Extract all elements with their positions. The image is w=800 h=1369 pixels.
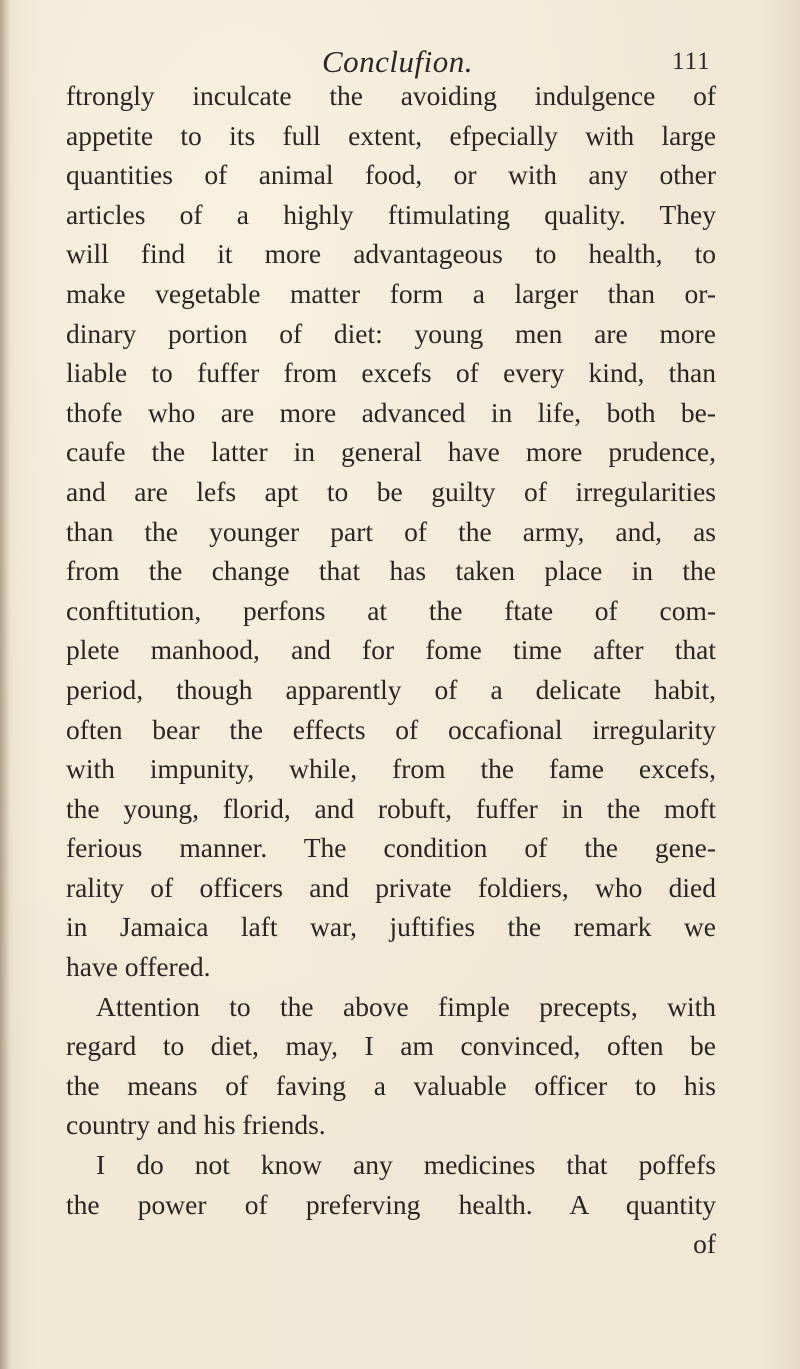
text-line: conftitution, perfons at the ftate of com- xyxy=(66,594,716,626)
text-line: articles of a highly ftimulating quality. They xyxy=(66,198,716,230)
text-line: will find it more advantageous to health, to xyxy=(66,238,716,270)
text-line: plete manhood, and for fome time after that xyxy=(66,634,716,666)
text-line: period, though apparently of a delicate habit, xyxy=(66,673,716,705)
paragraph-start-line: Attention to the above fimple precepts, with xyxy=(96,990,716,1022)
catchword: of xyxy=(693,1228,716,1260)
paragraph-start-line: I do not know any medicines that poffefs xyxy=(96,1149,716,1181)
text-line: caufe the latter in general have more prudence, xyxy=(66,436,716,468)
text-line: thofe who are more advanced in life, both be- xyxy=(66,396,716,428)
text-line: with impunity, while, from the fame excefs, xyxy=(66,753,716,785)
page-header xyxy=(0,36,800,80)
text-line: dinary portion of diet: young men are more xyxy=(66,317,716,349)
paragraph-end-line: have offered. xyxy=(66,951,211,983)
text-line: ferious manner. The condition of the gene- xyxy=(66,832,716,864)
text-line: often bear the effects of occafional irregularity xyxy=(66,713,716,745)
text-line: the young, florid, and robuft, fuffer in the moft xyxy=(66,792,716,824)
spine-shadow xyxy=(0,0,10,1369)
text-line: and are lefs apt to be guilty of irregularities xyxy=(66,475,716,507)
text-line: make vegetable matter form a larger than or- xyxy=(66,277,716,309)
text-line: rality of officers and private foldiers, who died xyxy=(66,871,716,903)
text-line: appetite to its full extent, efpecially with large xyxy=(66,119,716,151)
body-text xyxy=(66,76,716,1264)
text-line: ftrongly inculcate the avoiding indulgence of xyxy=(66,80,716,111)
text-line: from the change that has taken place in the xyxy=(66,555,716,587)
text-line: than the younger part of the army, and, as xyxy=(66,515,716,547)
page-number: 111 xyxy=(672,48,711,75)
text-line: the power of preferving health. A quantity xyxy=(66,1188,716,1220)
text-line: quantities of animal food, or with any other xyxy=(66,159,716,191)
text-line: liable to fuffer from excefs of every kind, than xyxy=(66,357,716,389)
text-line: in Jamaica laft war, juftifies the remark we xyxy=(66,911,716,943)
text-line: regard to diet, may, I am convinced, often be xyxy=(66,1030,716,1062)
text-line: the means of faving a valuable officer to his xyxy=(66,1069,716,1101)
paragraph-end-line: country and his friends. xyxy=(66,1109,326,1141)
running-title: Conclufion. xyxy=(322,44,474,79)
